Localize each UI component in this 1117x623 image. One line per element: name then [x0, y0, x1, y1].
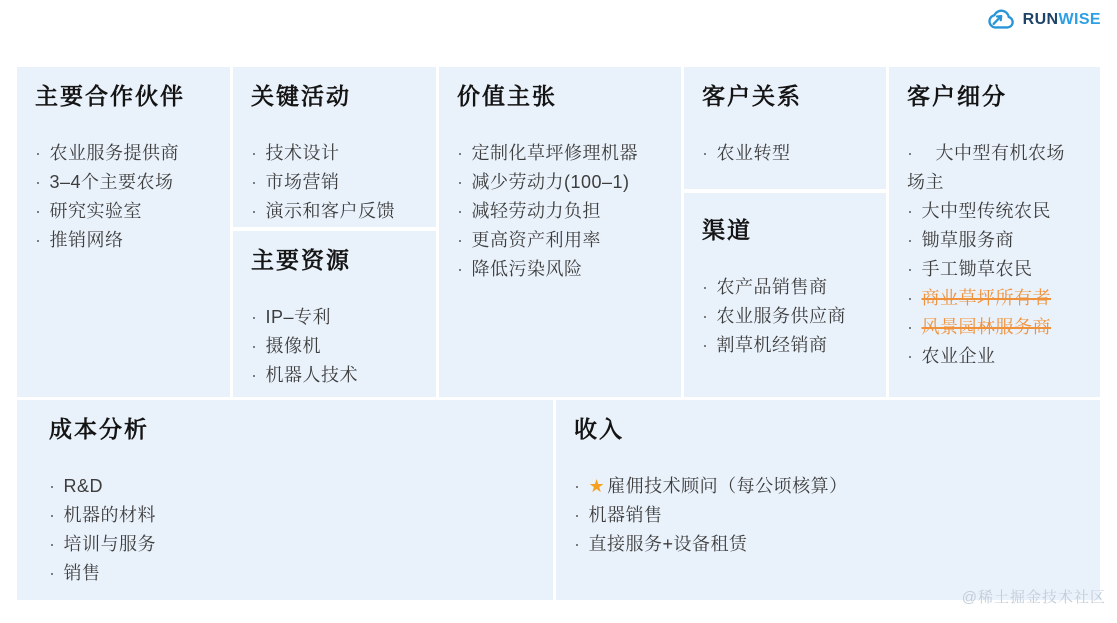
list-item-text: 雇佣技术顾问（每公顷核算） [607, 476, 848, 496]
bullet-icon: · [49, 534, 56, 554]
bullet-icon: · [702, 143, 709, 163]
list-item [907, 342, 1082, 371]
bullet-icon: · [457, 201, 464, 221]
list-item-text: R&D [63, 476, 104, 496]
list-item-text: 减少劳动力(100–1) [471, 172, 630, 192]
list-item [35, 139, 212, 168]
list-item-text: 机器人技术 [265, 365, 358, 385]
bullet-icon: · [457, 259, 464, 279]
bullet-icon: · [251, 172, 258, 192]
list-item [907, 197, 1082, 226]
list-item-text: 机器销售 [588, 505, 663, 525]
list-item [907, 255, 1082, 284]
key-partners-list [35, 139, 212, 255]
list-item-text: 减轻劳动力负担 [471, 201, 601, 221]
list-item-text: 研究实验室 [49, 201, 142, 221]
section-customer-relationships [684, 67, 886, 189]
list-item-text: 降低污染风险 [471, 259, 583, 279]
list-item-text: 手工锄草农民 [921, 259, 1033, 279]
bullet-icon: · [49, 505, 56, 525]
bullet-icon: · [457, 230, 464, 250]
list-item [907, 284, 1082, 313]
list-item [702, 331, 868, 360]
list-item [251, 168, 418, 197]
section-title-cost-analysis: 成本分析 [49, 416, 149, 442]
bullet-icon: · [35, 172, 42, 192]
list-item [49, 472, 535, 501]
section-title-customer-segments: 客户细分 [907, 83, 1007, 109]
bullet-icon: · [907, 143, 914, 163]
list-item-text: IP–专利 [265, 307, 332, 327]
section-value-propositions [439, 67, 681, 397]
list-item [251, 139, 418, 168]
list-item [251, 197, 418, 226]
bullet-icon: · [702, 335, 709, 355]
section-title-revenue: 收入 [574, 416, 624, 442]
bullet-icon: · [907, 259, 914, 279]
list-item-text: 商业草坪所有者 [921, 288, 1051, 308]
list-item-text: 3–4个主要农场 [49, 172, 174, 192]
bullet-icon: · [251, 365, 258, 385]
list-item [907, 313, 1082, 342]
list-item [457, 197, 663, 226]
list-item [457, 139, 663, 168]
logo-text-run: RUN [1022, 10, 1059, 28]
list-item [457, 226, 663, 255]
list-item [574, 472, 1082, 501]
bullet-icon: · [702, 306, 709, 326]
list-item [574, 501, 1082, 530]
bullet-icon: · [574, 476, 581, 496]
bullet-icon: · [907, 317, 914, 337]
bullet-icon: · [907, 230, 914, 250]
cost-analysis-list [49, 472, 535, 588]
key-activities-list [251, 139, 418, 226]
list-item [251, 361, 418, 390]
customer-segments-list [907, 139, 1082, 371]
section-key-activities [233, 67, 436, 227]
list-item [457, 255, 663, 284]
channels-list [702, 273, 868, 360]
list-item-text: 摄像机 [265, 336, 321, 356]
value-propositions-list [457, 139, 663, 284]
bullet-icon: · [907, 201, 914, 221]
section-key-resources [233, 231, 436, 397]
list-item-text: 农业企业 [921, 346, 996, 366]
section-title-channels: 渠道 [702, 217, 752, 243]
community-watermark: @稀土掘金技术社区 [961, 589, 1106, 606]
star-icon: ★ [588, 476, 606, 496]
logo-text-wise: WISE [1058, 10, 1101, 28]
bullet-icon: · [251, 336, 258, 356]
section-title-key-activities: 关键活动 [251, 83, 351, 109]
list-item-text: 农业转型 [716, 143, 791, 163]
list-item-text: 农业服务供应商 [716, 306, 846, 326]
section-customer-segments [889, 67, 1100, 397]
list-item [702, 273, 868, 302]
section-channels [684, 193, 886, 397]
runwise-logo [986, 8, 1101, 31]
list-item-text: 割草机经销商 [716, 335, 828, 355]
bullet-icon: · [35, 143, 42, 163]
list-item-text: 市场营销 [265, 172, 340, 192]
list-item-text: 直接服务+设备租赁 [588, 534, 748, 554]
list-item [574, 530, 1082, 559]
list-item [35, 226, 212, 255]
list-item [702, 139, 868, 168]
bullet-icon: · [457, 143, 464, 163]
list-item [49, 530, 535, 559]
list-item-text: 大中型传统农民 [921, 201, 1051, 221]
bullet-icon: · [251, 143, 258, 163]
list-item-text: 销售 [63, 563, 101, 583]
bullet-icon: · [251, 307, 258, 327]
bullet-icon: · [702, 277, 709, 297]
bullet-icon: · [251, 201, 258, 221]
section-title-customer-relationships: 客户关系 [702, 83, 802, 109]
list-item-text: 风景园林服务商 [921, 317, 1051, 337]
list-item-text: 更高资产利用率 [471, 230, 601, 250]
list-item-text: 定制化草坪修理机器 [471, 143, 638, 163]
list-item [251, 303, 418, 332]
list-item [907, 226, 1082, 255]
list-item [49, 559, 535, 588]
revenue-list [574, 472, 1082, 559]
section-cost-analysis [17, 400, 553, 600]
list-item-text: 农产品销售商 [716, 277, 828, 297]
cloud-arrow-icon [986, 8, 1018, 31]
list-item [702, 302, 868, 331]
list-item [35, 197, 212, 226]
list-item [251, 332, 418, 361]
section-title-key-partners: 主要合作伙伴 [35, 83, 185, 109]
bullet-icon: · [574, 534, 581, 554]
section-key-partners [17, 67, 230, 397]
bullet-icon: · [907, 288, 914, 308]
bullet-icon: · [574, 505, 581, 525]
list-item-text: 锄草服务商 [921, 230, 1014, 250]
list-item-text: 农业服务提供商 [49, 143, 179, 163]
bullet-icon: · [49, 563, 56, 583]
list-item [457, 168, 663, 197]
list-item-text: 机器的材料 [63, 505, 156, 525]
list-item-text: 演示和客户反馈 [265, 201, 395, 221]
key-resources-list [251, 303, 418, 390]
list-item [49, 501, 535, 530]
bullet-icon: · [35, 230, 42, 250]
section-title-key-resources: 主要资源 [251, 247, 351, 273]
section-revenue [556, 400, 1100, 600]
list-item-text: 培训与服务 [63, 534, 156, 554]
list-item [35, 168, 212, 197]
section-title-value-propositions: 价值主张 [457, 83, 557, 109]
list-item-text: 技术设计 [265, 143, 340, 163]
list-item [907, 139, 1082, 197]
bullet-icon: · [457, 172, 464, 192]
list-item-text: 大中型有机农场场主 [907, 143, 1065, 192]
customer-relationships-list [702, 139, 868, 168]
list-item-text: 推销网络 [49, 230, 124, 250]
bullet-icon: · [907, 346, 914, 366]
bullet-icon: · [35, 201, 42, 221]
bullet-icon: · [49, 476, 56, 496]
